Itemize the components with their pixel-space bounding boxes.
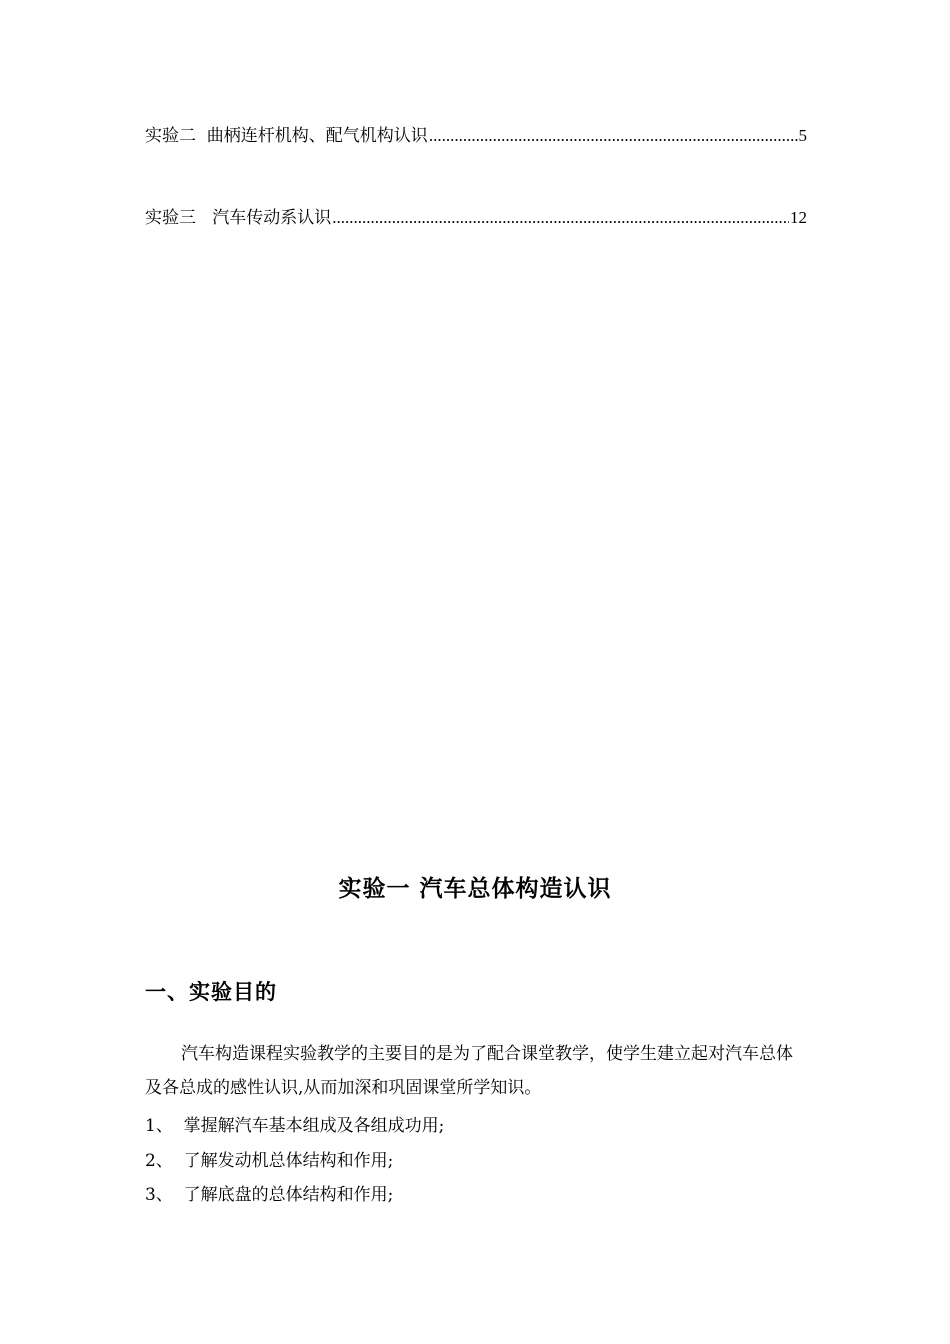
toc-entry[interactable]: [145, 124, 807, 148]
toc-entry-page: 5: [798, 126, 807, 145]
list-item: 1、 掌握解汽车基本组成及各组成功用;: [145, 1116, 445, 1136]
toc-entry-title: 实验二 曲柄连杆机构、配气机构认识: [145, 126, 428, 146]
list-item: 2、 了解发动机总体结构和作用;: [145, 1151, 394, 1171]
list-item: 3、 了解底盘的总体结构和作用;: [145, 1185, 394, 1205]
toc-entry-title: 实验三 汽车传动系认识: [145, 208, 332, 228]
chapter-title: 实验一 汽车总体构造认识: [338, 876, 612, 902]
toc-dot-leader: [332, 206, 789, 230]
toc-dot-leader: [429, 124, 798, 148]
toc-entry-page: 12: [790, 208, 807, 227]
body-paragraph: 汽车构造课程实验教学的主要目的是为了配合课堂教学，使学生建立起对汽车总体及各总成的感性认识,从而加深和巩固课堂所学知识。: [145, 1044, 793, 1098]
section-heading: 一、实验目的: [145, 980, 277, 1004]
toc-entry[interactable]: [145, 206, 807, 230]
